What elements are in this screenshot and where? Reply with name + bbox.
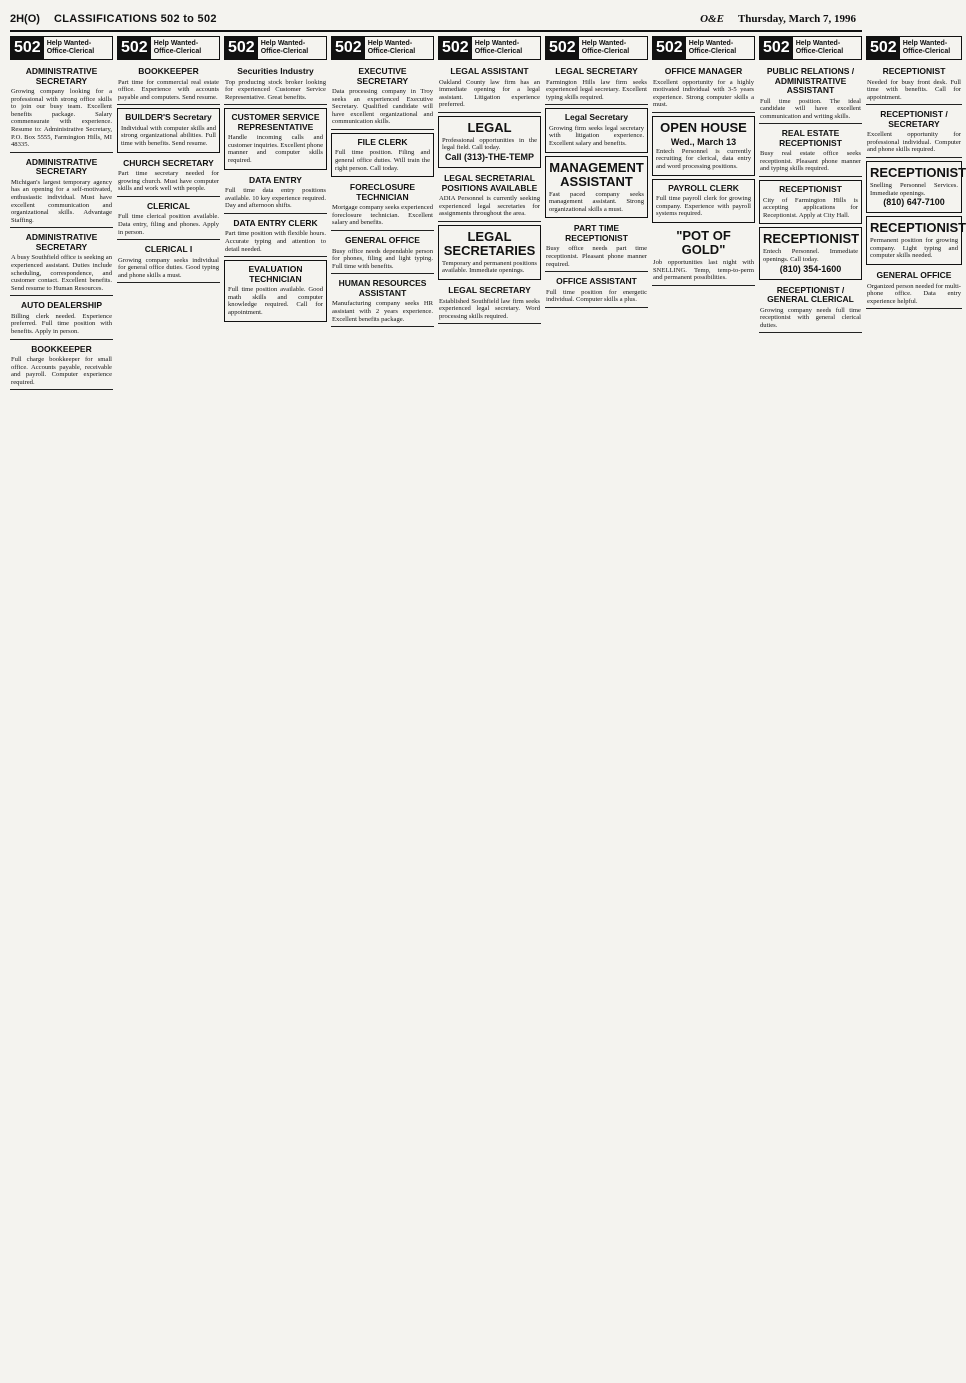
ad-body: Full time data entry positions available. 10 key experience required. Day and afternoon shifts. (225, 187, 326, 210)
ad-body: Billing clerk needed. Experience preferred. Full time position with benefits. Apply in person. (11, 312, 112, 335)
ad-title: DATA ENTRY CLERK (233, 217, 318, 228)
classified-ad (866, 107, 962, 158)
section-banner (866, 36, 962, 60)
banner-label: Help Wanted- Office-Clerical (474, 40, 523, 55)
ad-title: LEGAL ASSISTANT (450, 66, 529, 76)
classified-ad (10, 64, 113, 153)
ad-body: Full charge bookkeeper for small office. Accounts payable, receivable and payroll. Computer experience required. (11, 356, 112, 386)
column-8 (759, 36, 862, 1376)
ad-body: Full time clerical position available. Data entry, filing and phones. Apply in person. (118, 213, 219, 236)
ad-body: Entech Personnel. Immediate openings. Call today. (763, 248, 858, 263)
ad-body: Fast paced company seeks management assistant. Strong organizational skills a must. (549, 190, 644, 213)
ad-body: Organized person needed for multi-phone office. Data entry experience helpful. (867, 282, 961, 305)
classified-ad (10, 298, 113, 339)
column-6 (545, 36, 648, 1376)
classified-ad (117, 156, 220, 197)
ad-body: Entech Personnel is currently recruiting for clerical, data entry and word processing positions. (656, 147, 751, 171)
banner-number: 502 (546, 37, 579, 59)
ad-phone: (810) 647-7100 (883, 197, 945, 208)
ad-title: CHURCH SECRETARY (123, 157, 214, 168)
classified-page (10, 36, 966, 1376)
classified-ad (224, 173, 327, 214)
classified-ad (759, 126, 862, 177)
ad-title: RECEPTIONIST / GENERAL CLERICAL (767, 284, 854, 305)
classified-ad (438, 283, 541, 324)
ad-title: BOOKKEEPER (31, 343, 92, 354)
ad-body: Part time for commercial real estate office. Experience with accounts payable and computers. Send resume. (118, 78, 219, 101)
classified-ad (10, 342, 113, 391)
ad-title: BOOKKEEPER (138, 66, 199, 76)
banner-number: 502 (760, 37, 793, 59)
ad-title: GENERAL OFFICE (876, 270, 952, 281)
ad-title: BUILDER'S Secretary (125, 112, 212, 123)
column-2 (117, 36, 220, 1376)
section-banner (652, 36, 755, 60)
column-4 (331, 36, 434, 1376)
ad-title: RECEPTIONIST (763, 231, 860, 247)
publication-name: O&E (700, 13, 724, 25)
classified-ad (438, 225, 541, 280)
column-9 (866, 36, 966, 1376)
ad-body: Snelling Personnel Services. Immediate openings. (870, 182, 958, 197)
column-3 (224, 36, 327, 1376)
section-banner (545, 36, 648, 60)
banner-number: 502 (867, 37, 900, 59)
ad-title: PART TIME RECEPTIONIST (565, 223, 628, 243)
ad-title: REAL ESTATE RECEPTIONIST (779, 128, 842, 148)
ad-title: CLERICAL I (144, 244, 193, 255)
ad-body: Permanent position for growing company. Light typing and computer skills needed. (870, 237, 958, 260)
ad-title: ADMINISTRATIVE SECRETARY (25, 66, 98, 86)
ad-phone: (810) 354-1600 (779, 263, 842, 274)
ad-title: MANAGEMENT ASSISTANT (549, 159, 644, 189)
classified-ad (117, 108, 220, 152)
classified-ad (545, 108, 648, 152)
classified-ad (438, 171, 541, 222)
ad-body: Handle incoming calls and customer inquiries. Excellent phone manner and computer skills required. (228, 134, 323, 165)
ad-title: HUMAN RESOURCES ASSISTANT (338, 278, 427, 298)
section-banner (117, 36, 220, 60)
ad-title: LEGAL SECRETARY (448, 285, 531, 296)
column-1 (10, 36, 113, 1376)
classified-ad (224, 108, 327, 169)
ad-body: Full time position. The ideal candidate will have excellent communication and writing skills. (760, 97, 861, 120)
ad-body: Busy office needs dependable person for phones, filing and light typing. Full time with benefits. (332, 247, 433, 270)
classified-ad (117, 242, 220, 283)
classified-ad (652, 64, 755, 113)
classified-ad (224, 64, 327, 105)
classified-ad (545, 156, 648, 219)
classified-ad (652, 179, 755, 223)
banner-number: 502 (11, 37, 44, 59)
ad-title: EXECUTIVE SECRETARY (356, 66, 409, 86)
ad-subtitle: Wed., March 13 (670, 136, 737, 147)
classified-ad (759, 180, 862, 224)
classified-ad (866, 64, 962, 105)
ad-body: Busy real estate office seeks receptionist. Pleasant phone manner and typing skills required. (760, 150, 861, 173)
ad-body: Full time position for energetic individual. Computer skills a plus. (546, 288, 647, 304)
classified-ad (10, 230, 113, 296)
classified-ad (117, 64, 220, 105)
section-banner (331, 36, 434, 60)
section-banner (438, 36, 541, 60)
ad-title: "POT OF GOLD" (676, 227, 731, 257)
ad-body: Growing company looking for a professional with strong office skills to join our busy team. Excellent benefits package. Salary commensurate with experience. Resume to: Administrative Secretary, P.O. Box 5555, Farmington Hills, MI 48335. (11, 88, 112, 149)
banner-label: Help Wanted- Office-Clerical (581, 40, 630, 55)
ad-body: City of Farmington Hills is accepting applications for Receptionist. Apply at City Hall. (763, 196, 858, 219)
ad-body: Data processing company in Troy seeks an experienced Executive Secretary. Qualified candidate will have excellent organizational and communication skills. (332, 88, 433, 126)
classified-ad (759, 283, 862, 334)
ad-title: PAYROLL CLERK (668, 182, 739, 193)
ad-title: CLERICAL (147, 200, 190, 211)
classified-ad (331, 180, 434, 231)
page-header (10, 8, 862, 32)
ad-title: LEGAL SECRETARY (555, 66, 638, 76)
classified-ad (545, 221, 648, 272)
classified-ad (224, 260, 327, 321)
ad-title: OFFICE MANAGER (664, 66, 743, 76)
ad-body: Top producing stock broker looking for experienced Customer Service Representative. Great benefits. (225, 78, 326, 101)
ad-title: RECEPTIONIST (870, 165, 966, 181)
ad-title: AUTO DEALERSHIP (20, 300, 103, 311)
ad-body: Part time secretary needed for growing church. Must have computer skills and work well with people. (118, 170, 219, 193)
classified-ad (331, 233, 434, 274)
ad-body: Temporary and permanent positions available. Immediate openings. (442, 259, 537, 275)
banner-label: Help Wanted- Office-Clerical (46, 40, 95, 55)
ad-title: ADMINISTRATIVE SECRETARY (25, 232, 98, 252)
ad-body: Full time payroll clerk for growing company. Experience with payroll systems required. (656, 195, 751, 218)
banner-number: 502 (332, 37, 365, 59)
ad-title: RECEPTIONIST (882, 66, 946, 76)
section-title: CLASSIFICATIONS 502 to 502 (53, 13, 217, 25)
page-number: 2H(O) (10, 13, 40, 25)
ad-title: GENERAL OFFICE (345, 235, 420, 246)
ad-body: Excellent opportunity for a highly motivated individual with 3-5 years experience. Strong computer skills a must. (653, 78, 754, 109)
classified-ad (331, 133, 434, 177)
ad-title: Legal Secretary (564, 112, 629, 123)
ad-title: Securities Industry (237, 66, 314, 76)
ad-body: Established Southfield law firm seeks experienced legal secretary. Word processing skills required. (439, 297, 540, 320)
ad-title: FILE CLERK (357, 136, 408, 147)
ad-body: Part time position with flexible hours. Accurate typing and attention to detail needed. (225, 230, 326, 253)
ad-title: DATA ENTRY (249, 174, 302, 185)
banner-label: Help Wanted- Office-Clerical (795, 40, 844, 55)
ad-title: OFFICE ASSISTANT (556, 276, 637, 287)
ad-body: Oakland County law firm has an immediate opening for a legal assistant. Litigation experience preferred. (439, 78, 540, 109)
ad-body: Mortgage company seeks experienced foreclosure technician. Excellent salary and benefits. (332, 204, 433, 227)
ad-title: RECEPTIONIST (779, 184, 842, 195)
ad-body: ADIA Personnel is currently seeking experienced legal secretaries for assignments throughout the area. (439, 195, 540, 218)
classified-ad (866, 268, 962, 309)
classified-ad (331, 276, 434, 327)
ad-body: Busy office needs part time receptionist. Pleasant phone manner required. (546, 245, 647, 268)
classified-ad (224, 216, 327, 257)
classified-ad (866, 216, 966, 265)
ad-title: EVALUATION TECHNICIAN (248, 264, 303, 284)
ad-body: Excellent opportunity for professional individual. Computer and phone skills required. (867, 131, 961, 154)
classified-ad (545, 64, 648, 105)
ad-body: Farmington Hills law firm seeks experienced legal secretary. Excellent typing skills required. (546, 78, 647, 101)
classified-ad (331, 64, 434, 130)
column-5 (438, 36, 541, 1376)
ad-phone: Call (313)-THE-TEMP (444, 152, 534, 163)
classified-ad (117, 199, 220, 240)
banner-number: 502 (118, 37, 151, 59)
banner-label: Help Wanted- Office-Clerical (153, 40, 202, 55)
ad-title: RECEPTIONIST (870, 220, 966, 236)
ad-title: LEGAL SECRETARIAL POSITIONS AVAILABLE (441, 173, 538, 193)
ad-body: Needed for busy front desk. Full time with benefits. Call for appointment. (867, 78, 961, 101)
ad-title: LEGAL SECRETARIES (443, 228, 536, 258)
ad-body: A busy Southfield office is seeking an experienced assistant. Duties include scheduling, correspondence, and customer contact. Excellent benefits. Send resume to Human Resources. (11, 254, 112, 292)
ad-body: Full time position available. Good math skills and computer knowledge required. Call for appointment. (228, 286, 323, 316)
section-banner (224, 36, 327, 60)
classified-ad (652, 116, 755, 176)
ad-body: Michigan's largest temporary agency has an opening for a self-motivated, enthusiastic individual. Must have excellent communication and organizational skills. Advantage Staffing. (11, 178, 112, 224)
banner-label: Help Wanted- Office-Clerical (688, 40, 737, 55)
section-banner (759, 36, 862, 60)
ad-body: Growing company seeks individual for general office duties. Good typing and phone skills a must. (118, 256, 219, 279)
banner-number: 502 (653, 37, 686, 59)
banner-label: Help Wanted- Office-Clerical (367, 40, 416, 55)
ad-title: FORECLOSURE TECHNICIAN (349, 182, 416, 202)
banner-label: Help Wanted- Office-Clerical (260, 40, 309, 55)
classified-ad (438, 64, 541, 113)
banner-label: Help Wanted- Office-Clerical (902, 40, 951, 55)
classified-ad (866, 161, 966, 213)
classified-ad (545, 274, 648, 308)
ad-body: Manufacturing company seeks HR assistant with 2 years experience. Excellent benefits package. (332, 300, 433, 323)
classified-ad (438, 116, 541, 168)
classified-ad (759, 64, 862, 124)
section-banner (10, 36, 113, 60)
ad-body: Growing firm seeks legal secretary with litigation experience. Excellent salary and benefits. (549, 124, 644, 147)
ad-body: Professional opportunities in the legal field. Call today. (442, 136, 537, 152)
classified-ad (759, 227, 862, 279)
classified-ad (652, 226, 755, 286)
ad-body: Individual with computer skills and strong organizational abilities. Full time with benefits. Send resume. (121, 124, 216, 147)
ad-body: Job opportunities last night with SNELLING. Temp, temp-to-perm and permanent possibilities. (653, 258, 754, 282)
ad-body: Full time position. Filing and general office duties. Will train the right person. Call today. (335, 149, 430, 172)
ad-title: CUSTOMER SERVICE REPRESENTATIVE (231, 112, 320, 132)
ad-title: LEGAL (467, 119, 512, 135)
ad-body: Growing company needs full time receptionist with general clerical duties. (760, 306, 861, 329)
ad-title: ADMINISTRATIVE SECRETARY (25, 156, 98, 177)
banner-number: 502 (225, 37, 258, 59)
column-7 (652, 36, 755, 1376)
ad-title: OPEN HOUSE (660, 119, 747, 135)
ad-title: PUBLIC RELATIONS / ADMINISTRATIVE ASSISTANT (766, 66, 855, 95)
banner-number: 502 (439, 37, 472, 59)
ad-title: RECEPTIONIST / SECRETARY (880, 109, 948, 129)
issue-date: Thursday, March 7, 1996 (737, 13, 856, 25)
classified-ad (10, 155, 113, 229)
